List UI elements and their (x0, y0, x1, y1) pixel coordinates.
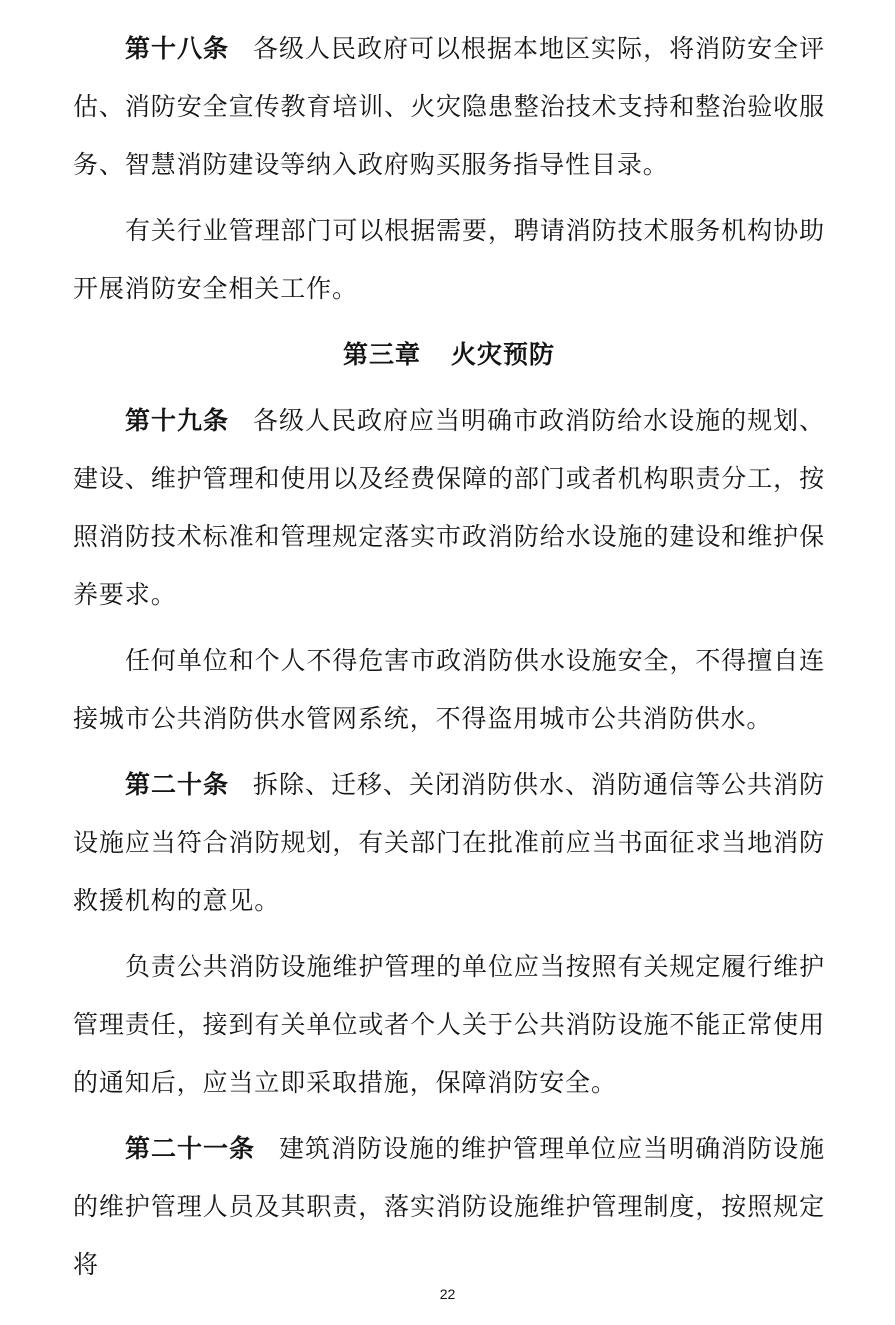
chapter-number: 第三章 (342, 340, 421, 369)
paragraph-article-18-continued (73, 202, 825, 318)
paragraph-text: 任何单位和个人不得危害市政消防供水设施安全，不得擅自连接城市公共消防供水管网系统，不得盗用城市公共消防供水。 (73, 646, 825, 733)
article-number: 第十八条 (125, 34, 230, 63)
chapter-heading (73, 326, 825, 384)
paragraph-text: 负责公共消防设施维护管理的单位应当按照有关规定履行维护管理责任，接到有关单位或者个人关于公共消防设施不能正常使用的通知后，应当立即采取措施，保障消防安全。 (73, 952, 825, 1097)
paragraph-text: 有关行业管理部门可以根据需要，聘请消防技术服务机构协助开展消防安全相关工作。 (73, 216, 825, 303)
paragraph-article-20-continued (73, 938, 825, 1112)
chapter-title: 火灾预防 (451, 340, 556, 369)
paragraph-article-21 (73, 1120, 825, 1294)
document-body (73, 20, 825, 1294)
article-number: 第二十条 (125, 770, 230, 799)
paragraph-article-19-continued (73, 632, 825, 748)
page-number: 22 (439, 1286, 456, 1302)
paragraph-article-19 (73, 392, 825, 624)
article-number: 第十九条 (125, 406, 230, 435)
paragraph-text: 各级人民政府应当明确市政消防给水设施的规划、建设、维护管理和使用以及经费保障的部门或者机构职责分工，按照消防技术标准和管理规定落实市政消防给水设施的建设和维护保养要求。 (73, 406, 825, 609)
article-number: 第二十一条 (125, 1134, 256, 1163)
paragraph-text: 拆除、迁移、关闭消防供水、消防通信等公共消防设施应当符合消防规划，有关部门在批准前应当书面征求当地消防救援机构的意见。 (73, 770, 825, 915)
paragraph-article-20 (73, 756, 825, 930)
paragraph-text: 各级人民政府可以根据本地区实际，将消防安全评估、消防安全宣传教育培训、火灾隐患整治技术支持和整治验收服务、智慧消防建设等纳入政府购买服务指导性目录。 (73, 34, 825, 179)
paragraph-article-18 (73, 20, 825, 194)
paragraph-text: 建筑消防设施的维护管理单位应当明确消防设施的维护管理人员及其职责，落实消防设施维护管理制度，按照规定将 (73, 1134, 825, 1279)
